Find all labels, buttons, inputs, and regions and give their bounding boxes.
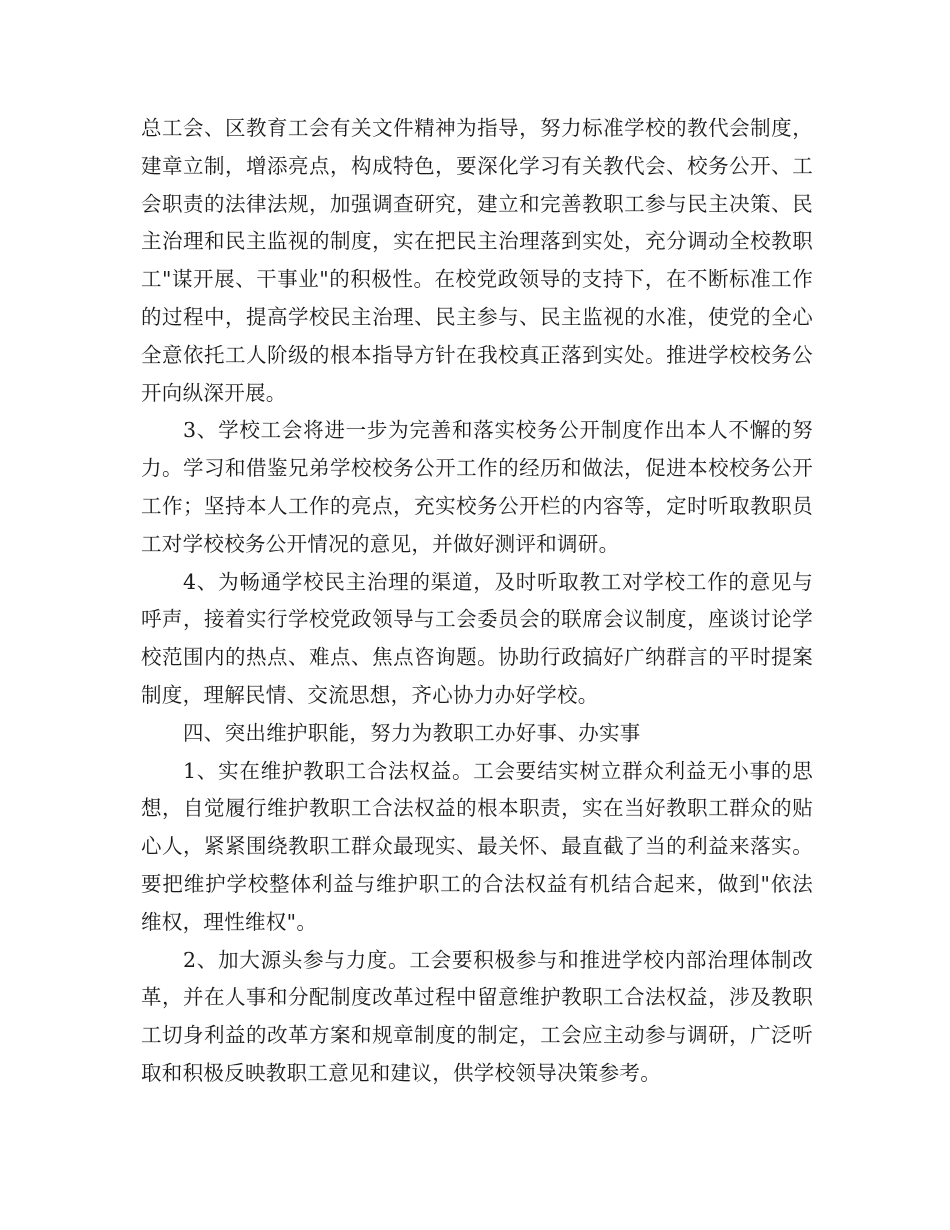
paragraph-item-4: 4、为畅通学校民主治理的渠道，及时听取教工对学校工作的意见与呼声，接着实行学校党政领导与工会委员会的联席会议制度，座谈讨论学校范围内的热点、难点、焦点咨询题。协助行政搞好广纳群言的平时提案制度，理解民情、交流思想，齐心协力办好学校。 [141,569,813,707]
paragraph-item-3: 3、学校工会将进一步为完善和落实校务公开制度作出本人不懈的努力。学习和借鉴兄弟学校校务公开工作的经历和做法，促进本校校务公开工作；坚持本人工作的亮点，充实校务公开栏的内容等，定时听取教职员工对学校校务公开情况的意见，并做好测评和调研。 [141,418,813,556]
document-body [141,110,813,1093]
paragraph-continuation: 总工会、区教育工会有关文件精神为指导，努力标准学校的教代会制度，建章立制，增添亮点，构成特色，要深化学习有关教代会、校务公开、工会职责的法律法规，加强调查研究，建立和完善教职工参与民主决策、民主治理和民主监视的制度，实在把民主治理落到实处，充分调动全校教职工"谋开展、干事业"的积极性。在校党政领导的支持下，在不断标准工作的过程中，提高学校民主治理、民主参与、民主监视的水准，使党的全心全意依托工人阶级的根本指导方针在我校真正落到实处。推进学校校务公开向纵深开展。 [141,116,813,405]
paragraph-item-2: 2、加大源头参与力度。工会要积极参与和推进学校内部治理体制改革，并在人事和分配制度改革过程中留意维护教职工合法权益，涉及教职工切身利益的改革方案和规章制度的制定，工会应主动参与调研，广泛听取和积极反映教职工意见和建议，供学校领导决策参考。 [141,947,813,1085]
paragraph-item-1: 1、实在维护教职工合法权益。工会要结实树立群众利益无小事的思想，自觉履行维护教职工合法权益的根本职责，实在当好教职工群众的贴心人，紧紧围绕教职工群众最现实、最关怀、最直截了当的利益来落实。要把维护学校整体利益与维护职工的合法权益有机结合起来，做到"依法维权，理性维权"。 [141,758,813,934]
section-heading-four: 四、突出维护职能，努力为教职工办好事、办实事 [183,720,641,745]
